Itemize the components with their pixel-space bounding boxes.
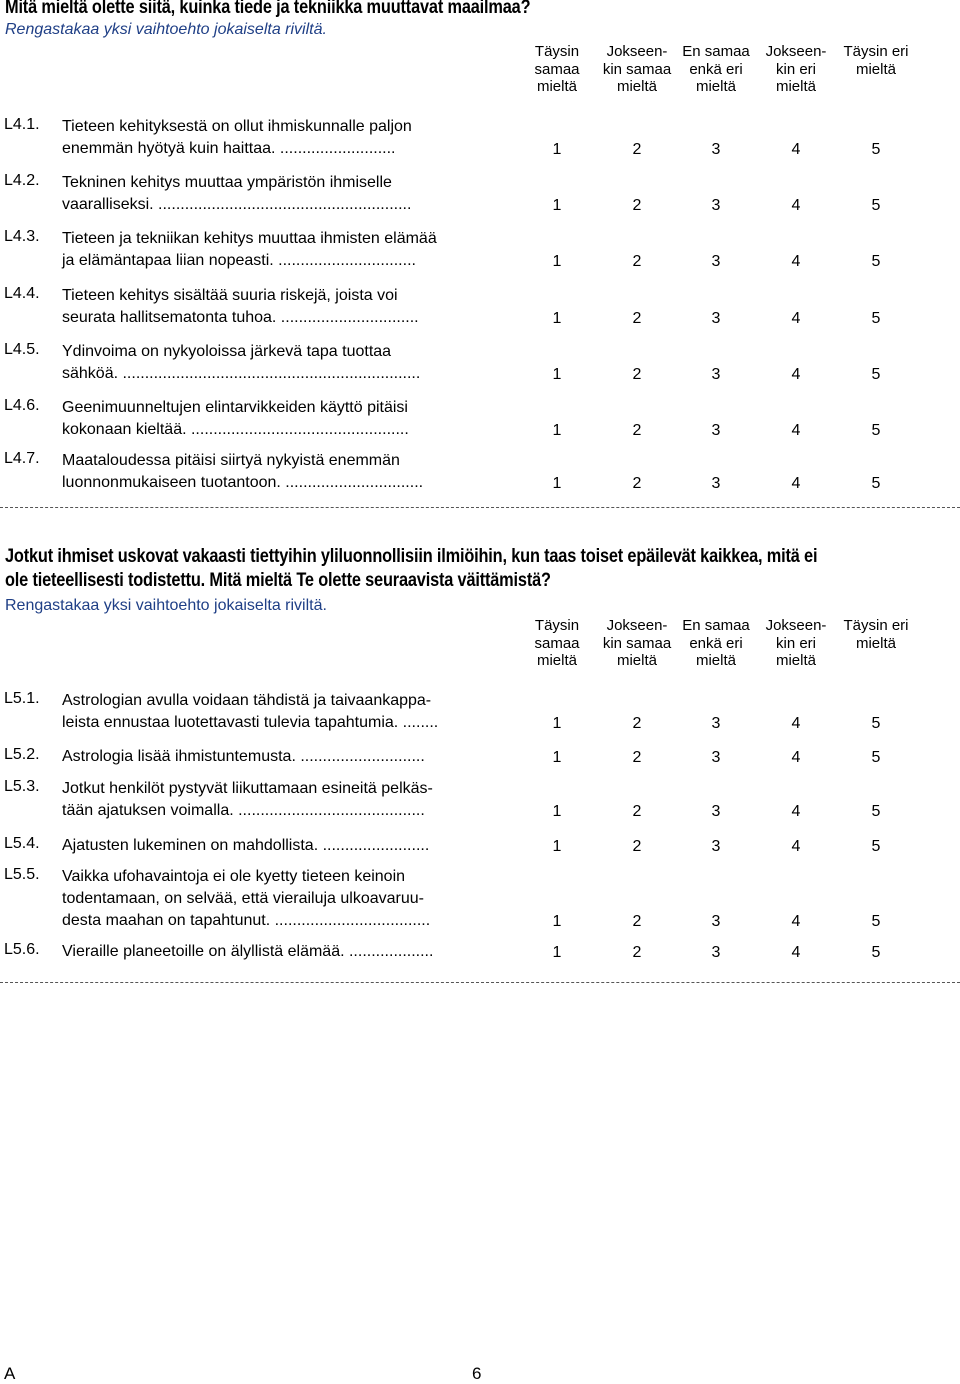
answer-option-2[interactable]: 2 [632,310,642,327]
question-code: L5.2. [4,746,40,763]
answer-option-4[interactable]: 4 [791,253,801,270]
question-text-line: luonnonmukaiseen tuotantoon. ............................... [62,474,424,491]
question-text-line: Tieteen kehityksestä on ollut ihmiskunnalle paljon [62,118,412,135]
answer-option-1[interactable]: 1 [552,310,562,327]
answer-option-1[interactable]: 1 [552,715,562,732]
question-code: L5.3. [4,778,40,795]
scale-header-5: Täysin eri mieltä [843,43,909,78]
section1-title: Mitä mieltä olette siitä, kuinka tiede ja tekniikka muuttavat maailmaa? [5,0,531,18]
answer-option-2[interactable]: 2 [632,253,642,270]
question-text-line: tään ajatuksen voimalla. .......................................... [62,802,425,819]
section-divider-bottom [0,982,960,983]
question-code: L4.5. [4,341,40,358]
question-text-line: Astrologia lisää ihmistuntemusta. ............................ [62,748,425,765]
section1-instruction: Rengastakaa yksi vaihtoehto jokaiselta riviltä. [5,21,327,38]
question-text-line: Geenimuunneltujen elintarvikkeiden käyttö pitäisi [62,399,408,416]
question-code: L5.6. [4,941,40,958]
answer-option-2[interactable]: 2 [632,366,642,383]
section2-instruction: Rengastakaa yksi vaihtoehto jokaiselta riviltä. [5,597,327,614]
answer-option-1[interactable]: 1 [552,253,562,270]
scale-header-1: Täysin samaa mieltä [534,43,580,95]
answer-option-3[interactable]: 3 [711,749,721,766]
answer-option-2[interactable]: 2 [632,422,642,439]
answer-option-1[interactable]: 1 [552,944,562,961]
answer-option-1[interactable]: 1 [552,197,562,214]
question-text-line: Tekninen kehitys muuttaa ympäristön ihmiselle [62,174,392,191]
question-text-line: vaaralliseksi. ......................................................... [62,196,412,213]
section-divider [0,507,960,508]
answer-option-4[interactable]: 4 [791,944,801,961]
scale-header-4: Jokseen- kin eri mieltä [765,43,827,95]
answer-option-2[interactable]: 2 [632,944,642,961]
answer-option-2[interactable]: 2 [632,803,642,820]
question-code: L5.5. [4,866,40,883]
answer-option-1[interactable]: 1 [552,141,562,158]
question-text-line: Maataloudessa pitäisi siirtyä nykyistä enemmän [62,452,400,469]
answer-option-2[interactable]: 2 [632,838,642,855]
answer-option-2[interactable]: 2 [632,749,642,766]
answer-option-3[interactable]: 3 [711,366,721,383]
answer-option-4[interactable]: 4 [791,141,801,158]
question-text-line: Ydinvoima on nykyoloissa järkevä tapa tuottaa [62,343,392,360]
section2-title-line1: Jotkut ihmiset uskovat vakaasti tiettyihin yliluonnollisiin ilmiöihin, kun taas toiset epäilevät kaikkea, mitä ei [5,546,818,567]
question-text-line: sähköä. ................................................................... [62,365,421,382]
answer-option-4[interactable]: 4 [791,913,801,930]
answer-option-5[interactable]: 5 [871,803,881,820]
question-code: L5.4. [4,835,40,852]
question-text-line: enemmän hyötyä kuin haittaa. .......................... [62,140,396,157]
answer-option-5[interactable]: 5 [871,838,881,855]
answer-option-5[interactable]: 5 [871,422,881,439]
answer-option-5[interactable]: 5 [871,944,881,961]
answer-option-4[interactable]: 4 [791,838,801,855]
scale-header-2: Jokseen- kin samaa mieltä [602,43,672,95]
answer-option-4[interactable]: 4 [791,749,801,766]
answer-option-1[interactable]: 1 [552,366,562,383]
question-text-line: ja elämäntapaa liian nopeasti. ............................... [62,252,416,269]
answer-option-1[interactable]: 1 [552,422,562,439]
answer-option-3[interactable]: 3 [711,310,721,327]
question-text-line: desta maahan on tapahtunut. ................................... [62,912,431,929]
answer-option-2[interactable]: 2 [632,913,642,930]
answer-option-1[interactable]: 1 [552,803,562,820]
answer-option-5[interactable]: 5 [871,475,881,492]
answer-option-4[interactable]: 4 [791,366,801,383]
answer-option-3[interactable]: 3 [711,422,721,439]
answer-option-5[interactable]: 5 [871,366,881,383]
answer-option-4[interactable]: 4 [791,197,801,214]
question-text-line: Jotkut henkilöt pystyvät liikuttamaan esineitä pelkäs- [62,780,433,797]
question-text-line: seurata hallitsematonta tuhoa. ............................... [62,309,419,326]
answer-option-4[interactable]: 4 [791,475,801,492]
answer-option-1[interactable]: 1 [552,475,562,492]
answer-option-2[interactable]: 2 [632,475,642,492]
answer-option-1[interactable]: 1 [552,838,562,855]
question-text-line: Vaikka ufohavaintoja ei ole kyetty tieteen keinoin [62,868,406,885]
answer-option-4[interactable]: 4 [791,715,801,732]
question-text-line: kokonaan kieltää. ................................................. [62,421,409,438]
answer-option-3[interactable]: 3 [711,913,721,930]
question-text-line: Ajatusten lukeminen on mahdollista. ........................ [62,837,430,854]
answer-option-3[interactable]: 3 [711,197,721,214]
scale-header-3: En samaa enkä eri mieltä [682,43,750,95]
question-code: L4.1. [4,116,40,133]
question-text-line: Tieteen ja tekniikan kehitys muuttaa ihmisten elämää [62,230,437,247]
page-number: 6 [472,1364,482,1383]
answer-option-5[interactable]: 5 [871,749,881,766]
answer-option-1[interactable]: 1 [552,913,562,930]
question-text-line: leista ennustaa luotettavasti tulevia tapahtumia. ........ [62,714,439,731]
answer-option-4[interactable]: 4 [791,803,801,820]
answer-option-2[interactable]: 2 [632,197,642,214]
answer-option-5[interactable]: 5 [871,197,881,214]
scale-header-4: Jokseen- kin eri mieltä [765,617,827,669]
question-code: L4.4. [4,285,40,302]
answer-option-5[interactable]: 5 [871,715,881,732]
answer-option-2[interactable]: 2 [632,141,642,158]
question-text-line: Vieraille planeetoille on älyllistä elämää. ................... [62,943,434,960]
answer-option-3[interactable]: 3 [711,141,721,158]
answer-option-3[interactable]: 3 [711,253,721,270]
question-code: L5.1. [4,690,40,707]
scale-header-1: Täysin samaa mieltä [534,617,580,669]
question-text-line: todentamaan, on selvää, että vierailuja ulkoavaruu- [62,890,424,907]
answer-option-3[interactable]: 3 [711,803,721,820]
scale-header-5: Täysin eri mieltä [843,617,909,652]
answer-option-5[interactable]: 5 [871,310,881,327]
question-code: L4.6. [4,397,40,414]
answer-option-3[interactable]: 3 [711,944,721,961]
question-code: L4.7. [4,450,40,467]
scale-header-3: En samaa enkä eri mieltä [682,617,750,669]
answer-option-3[interactable]: 3 [711,475,721,492]
answer-option-4[interactable]: 4 [791,310,801,327]
answer-option-2[interactable]: 2 [632,715,642,732]
answer-option-1[interactable]: 1 [552,749,562,766]
section2-title-line2: ole tieteellisesti todistettu. Mitä mieltä Te olette seuraavista väittämistä? [5,570,551,591]
answer-option-4[interactable]: 4 [791,422,801,439]
answer-option-5[interactable]: 5 [871,141,881,158]
question-text-line: Tieteen kehitys sisältää suuria riskejä, joista voi [62,287,398,304]
question-text-line: Astrologian avulla voidaan tähdistä ja taivaankappa- [62,692,432,709]
scale-header-2: Jokseen- kin samaa mieltä [602,617,672,669]
answer-option-3[interactable]: 3 [711,838,721,855]
answer-option-3[interactable]: 3 [711,715,721,732]
question-code: L4.2. [4,172,40,189]
answer-option-5[interactable]: 5 [871,913,881,930]
question-code: L4.3. [4,228,40,245]
answer-option-5[interactable]: 5 [871,253,881,270]
footer-label: A [4,1364,16,1383]
